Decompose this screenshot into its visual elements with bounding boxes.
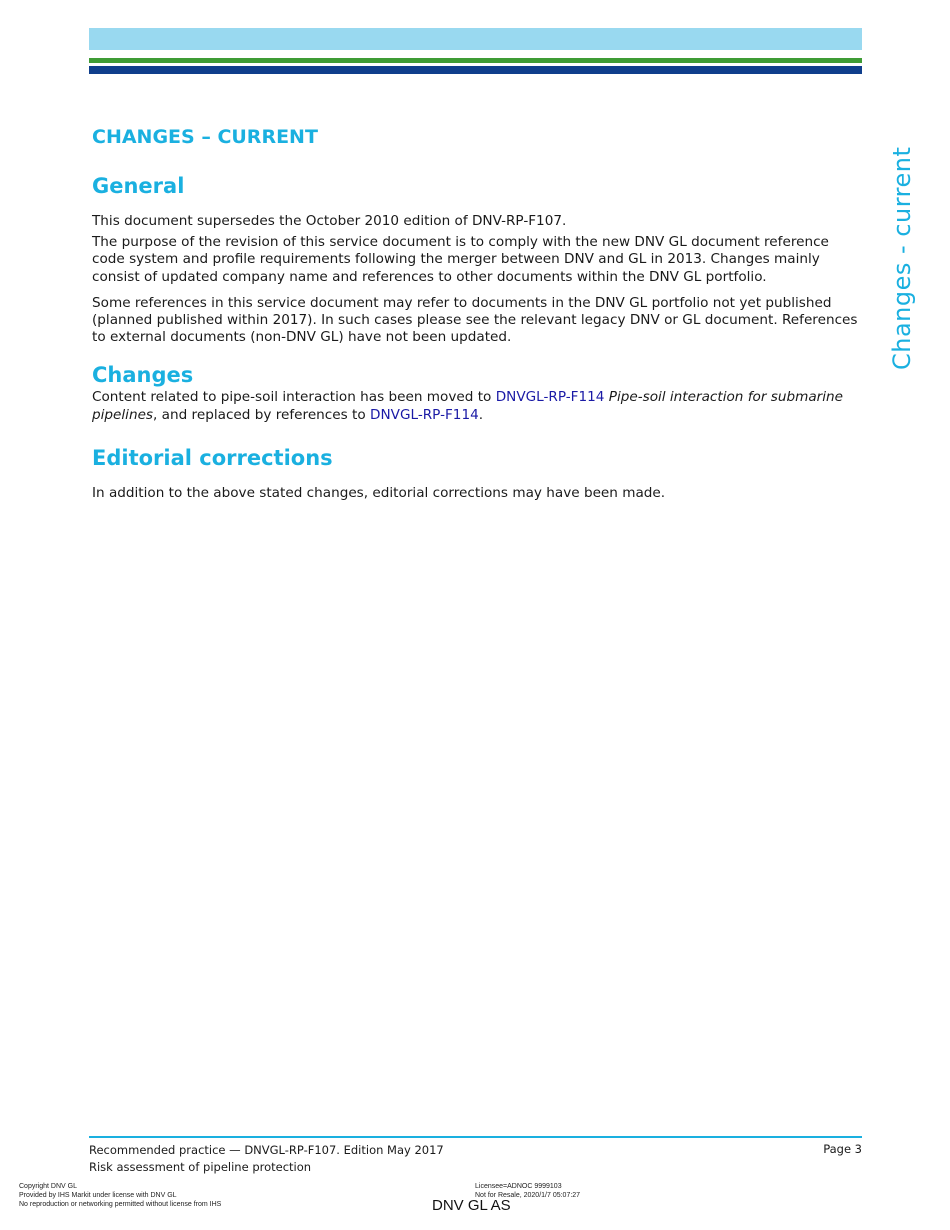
general-paragraph-3: Some references in this service document may refer to documents in the DNV GL portfolio not yet published (planned published within 2017). In such cases please see the relevant legacy DNV or GL document. References to external documents (non-DNV GL) have not been updated. bbox=[92, 294, 858, 346]
company-name: DNV GL AS bbox=[432, 1197, 511, 1214]
watermark-line: Copyright DNV GL bbox=[19, 1183, 77, 1190]
changes-paragraph bbox=[92, 389, 862, 423]
watermark-line: Licensee=ADNOC 9999103 bbox=[475, 1183, 562, 1190]
page-title: CHANGES – CURRENT bbox=[92, 126, 318, 148]
watermark-line: Not for Resale, 2020/1/7 05:07:27 bbox=[475, 1192, 581, 1199]
link-dnvgl-rp-f114-a[interactable]: DNVGL-RP-F114 bbox=[495, 389, 605, 406]
header-light-band bbox=[89, 28, 862, 50]
changes-text-end: . bbox=[478, 406, 484, 423]
general-paragraph-2: The purpose of the revision of this service document is to comply with the new DNV GL document reference code system and profile requirements following the merger between DNV and GL in 2013. Changes mainly consist of updated company name and references to other documents within the DNV GL portfolio. bbox=[92, 234, 829, 285]
header-green-rule bbox=[89, 58, 862, 63]
watermark-line: Provided by IHS Markit under license with DNV GL bbox=[19, 1192, 177, 1199]
watermark-line: No reproduction or networking permitted without license from IHS bbox=[19, 1201, 222, 1208]
main-content bbox=[92, 124, 862, 502]
page-number: Page 3 bbox=[823, 1142, 862, 1156]
footer-doc-title: Risk assessment of pipeline protection bbox=[89, 1160, 312, 1174]
changes-text-middle: , and replaced by references to bbox=[153, 406, 371, 423]
link-dnvgl-rp-f114-b[interactable]: DNVGL-RP-F114 bbox=[370, 406, 479, 423]
editorial-paragraph: In addition to the above stated changes, editorial corrections may have been made. bbox=[92, 484, 666, 501]
general-paragraph-1: This document supersedes the October 2010 edition of DNV-RP-F107. bbox=[92, 213, 567, 229]
side-tab-label: Changes - current bbox=[888, 146, 916, 370]
footer-rule bbox=[89, 1136, 862, 1138]
copyright-watermark bbox=[19, 1182, 221, 1209]
footer-document-info bbox=[89, 1142, 444, 1176]
editorial-heading: Editorial corrections bbox=[92, 445, 333, 470]
header-navy-rule bbox=[89, 66, 862, 74]
general-heading: General bbox=[92, 174, 185, 198]
referenced-document-title: Pipe-soil interaction for submarine pipelines bbox=[92, 389, 843, 423]
footer-doc-reference: Recommended practice — DNVGL-RP-F107. Edition May 2017 bbox=[89, 1143, 444, 1157]
changes-text-before: Content related to pipe-soil interaction has been moved to bbox=[92, 389, 496, 406]
changes-heading: Changes bbox=[92, 363, 194, 388]
